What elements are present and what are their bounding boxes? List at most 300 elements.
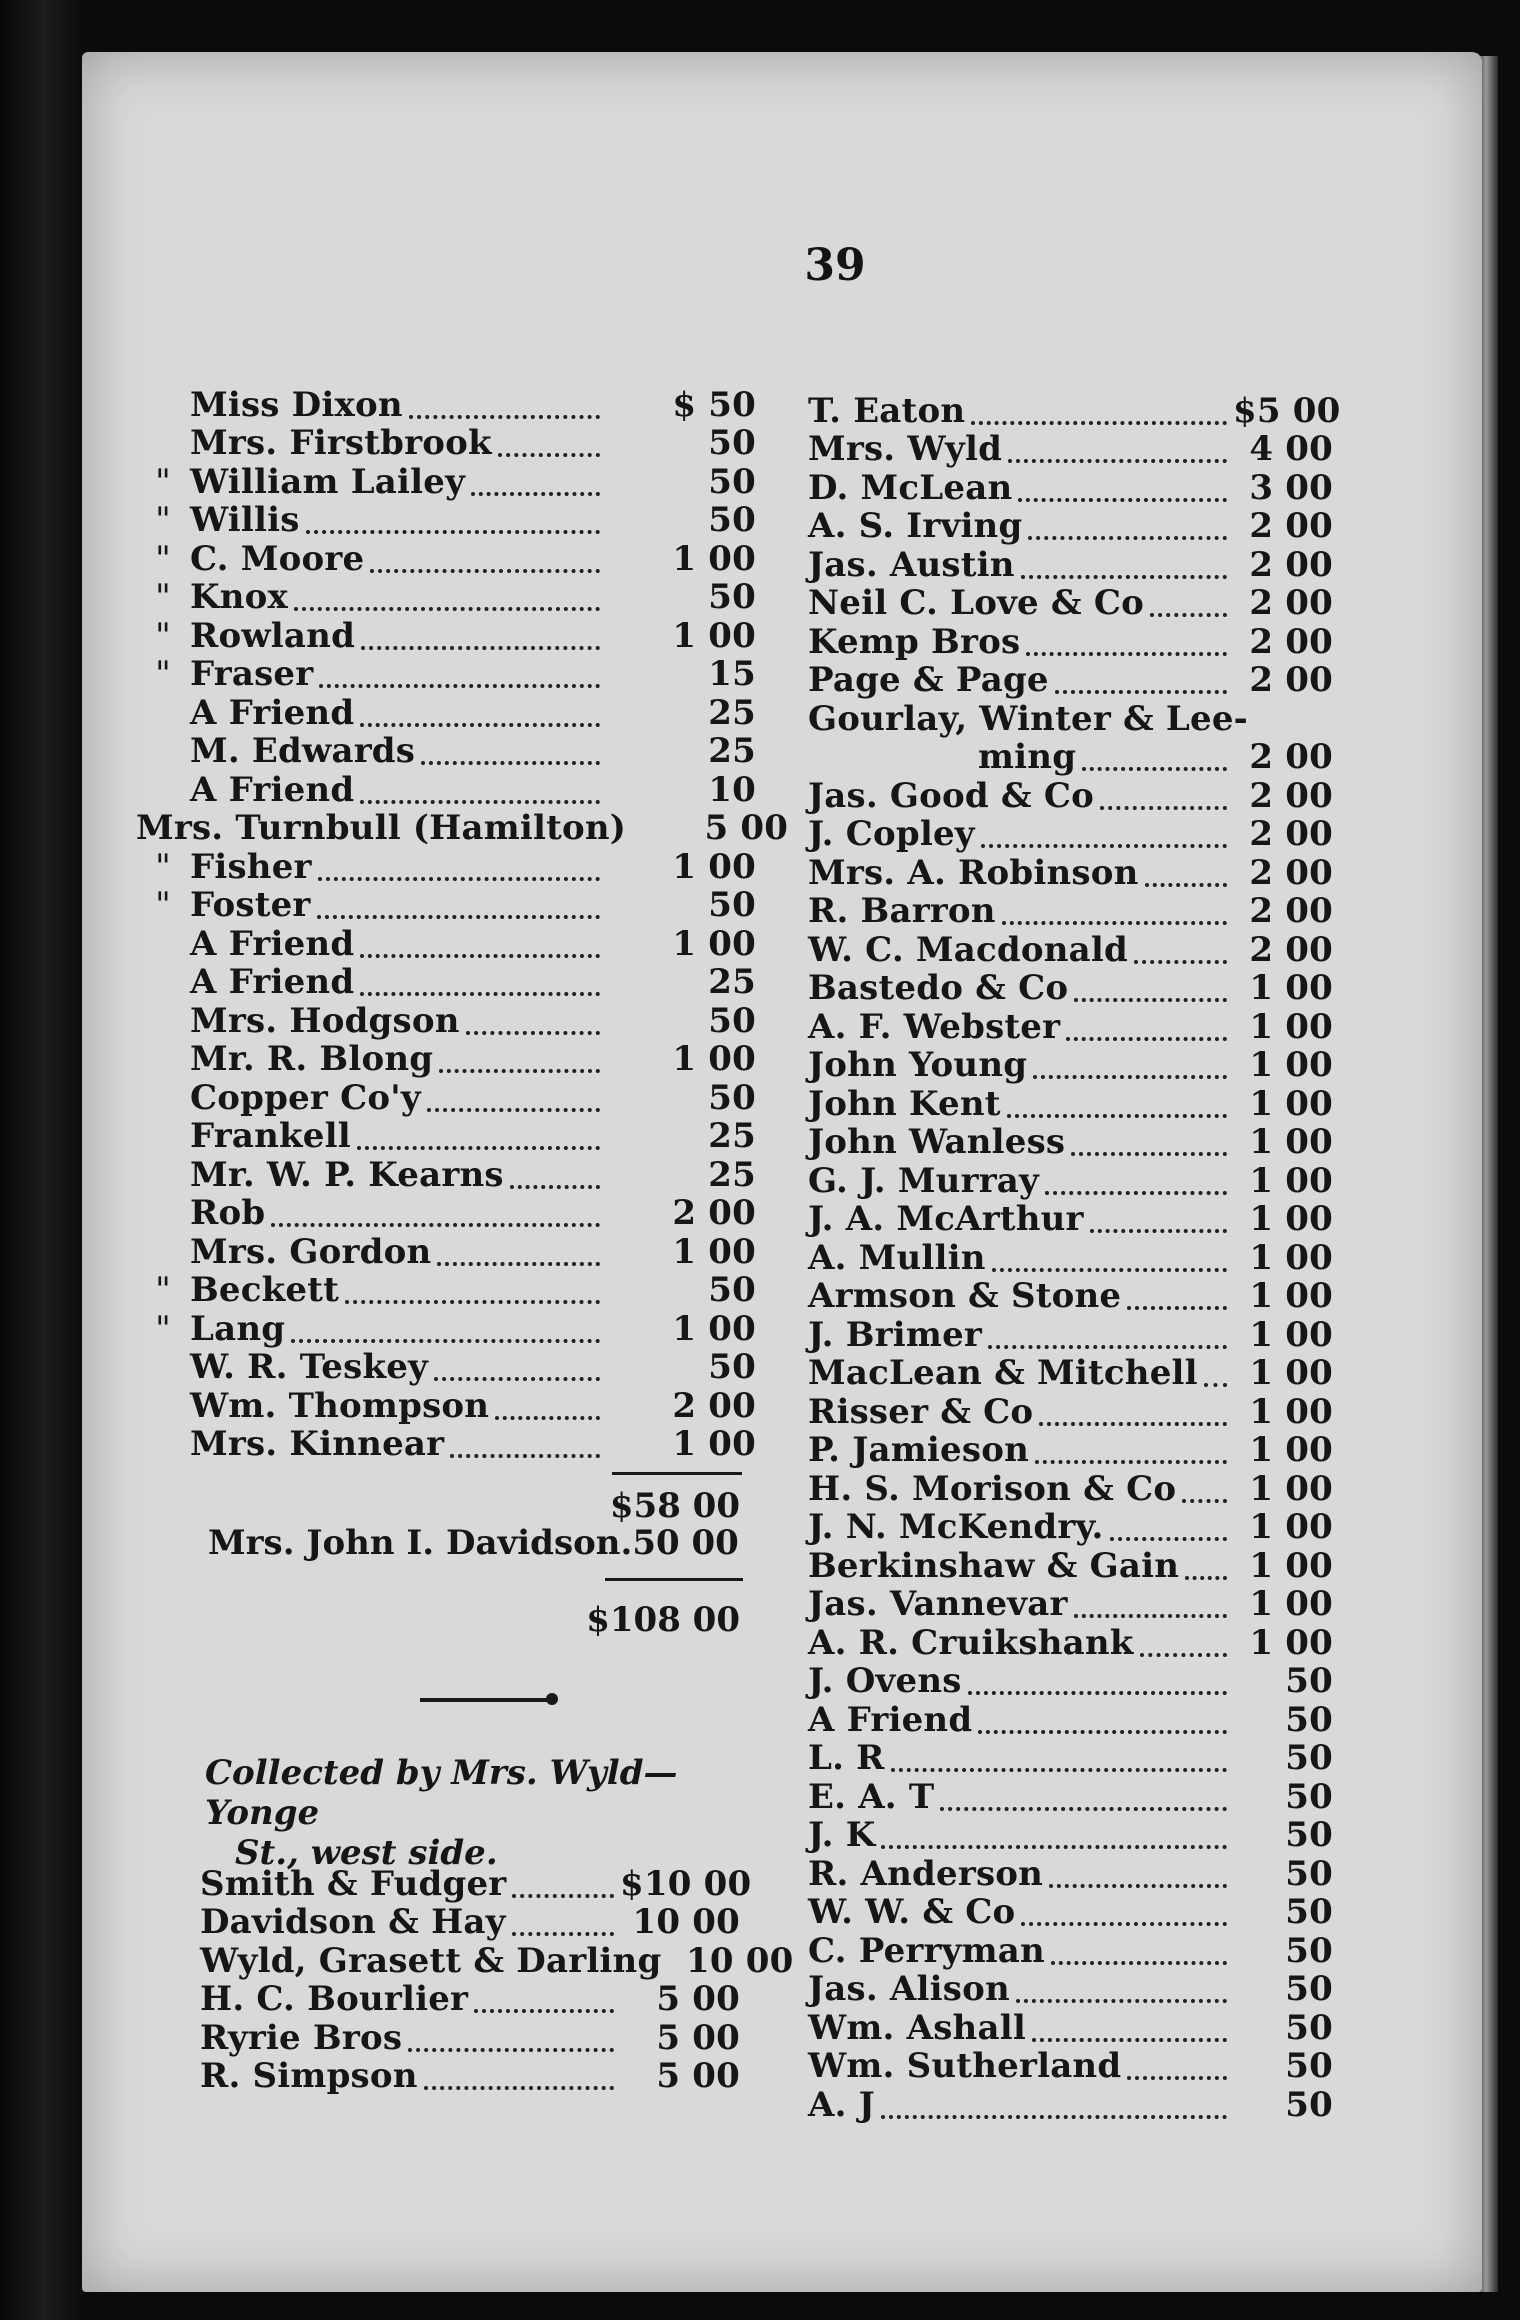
entry-name: Wm. Sutherland bbox=[808, 2046, 1122, 2086]
book-spine bbox=[0, 0, 80, 2320]
entry-name: A Friend bbox=[190, 923, 355, 964]
leader-dots bbox=[1145, 882, 1228, 887]
entry-name: H. S. Morison & Co bbox=[808, 1468, 1177, 1509]
section-divider bbox=[420, 1698, 550, 1702]
leader-dots bbox=[360, 799, 600, 804]
leader-dots bbox=[1140, 1652, 1227, 1657]
entry-amount: 50 bbox=[708, 461, 756, 502]
leader-dots bbox=[370, 568, 600, 573]
leader-dots bbox=[992, 1267, 1227, 1272]
leader-dots bbox=[1051, 1960, 1227, 1965]
list-item bbox=[808, 1162, 1333, 1201]
entry-name: J. Copley bbox=[808, 814, 975, 854]
entry-name: A. J bbox=[808, 2084, 875, 2125]
list-item bbox=[136, 1002, 756, 1041]
entry-name: Knox bbox=[190, 577, 289, 617]
list-item bbox=[200, 1981, 740, 2020]
section-heading bbox=[205, 1753, 745, 1873]
leader-dots bbox=[466, 1030, 600, 1035]
list-item bbox=[808, 1547, 1333, 1586]
entry-name: John Wanless bbox=[808, 1122, 1066, 1162]
leader-dots bbox=[1028, 535, 1227, 540]
leader-dots bbox=[1074, 997, 1227, 1002]
entry-amount: 1 00 bbox=[1249, 1237, 1333, 1278]
ditto-mark: " bbox=[155, 885, 171, 925]
entry-amount: 25 bbox=[708, 692, 756, 733]
leader-dots bbox=[1090, 1228, 1227, 1233]
list-item bbox=[136, 425, 756, 464]
entry-name: John Young bbox=[808, 1045, 1028, 1085]
entry-amount: 2 00 bbox=[1249, 775, 1333, 816]
entry-name: A. Mullin bbox=[808, 1237, 986, 1278]
entry-amount: 2 00 bbox=[1249, 660, 1333, 700]
leader-dots bbox=[1204, 1382, 1227, 1387]
list-item bbox=[136, 771, 756, 810]
list-item bbox=[136, 502, 756, 541]
leader-dots bbox=[1127, 2075, 1227, 2080]
entry-amount: 50 bbox=[1285, 1930, 1333, 1971]
entry-amount: 50 bbox=[708, 1270, 756, 1310]
list-item bbox=[808, 1778, 1333, 1817]
list-item bbox=[136, 1041, 756, 1080]
entry-amount: $ 50 bbox=[672, 384, 756, 425]
entry-name: Mrs. A. Robinson bbox=[808, 852, 1139, 893]
entry-amount: 50 bbox=[708, 1347, 756, 1387]
entry-amount: 25 bbox=[708, 731, 756, 771]
entry-name: J. Ovens bbox=[808, 1661, 962, 1701]
list-item bbox=[808, 1586, 1333, 1625]
entry-name: A Friend bbox=[190, 962, 355, 1002]
entry-amount: 1 00 bbox=[1249, 1045, 1333, 1085]
list-item bbox=[136, 617, 756, 656]
entry-name: Davidson & Hay bbox=[200, 1902, 506, 1942]
entry-name: C. Moore bbox=[190, 538, 365, 579]
leader-dots bbox=[988, 1344, 1227, 1349]
entry-amount: 50 bbox=[1285, 1699, 1333, 1740]
leader-dots bbox=[434, 1376, 600, 1381]
entry-amount: 50 bbox=[708, 1077, 756, 1118]
list-item bbox=[808, 700, 1333, 739]
entry-amount: 5 00 bbox=[656, 2056, 740, 2096]
entry-amount: 1 00 bbox=[1249, 1468, 1333, 1509]
grand-total-rule bbox=[605, 1578, 743, 1581]
list-item bbox=[808, 1624, 1333, 1663]
entry-name: Foster bbox=[190, 885, 311, 925]
entry-amount: 1 00 bbox=[1249, 1083, 1333, 1124]
entry-name: Bastedo & Co bbox=[808, 968, 1069, 1008]
entry-amount: 50 bbox=[1285, 2007, 1333, 2048]
entry-name: A. F. Webster bbox=[808, 1006, 1061, 1047]
entry-amount: 1 00 bbox=[1249, 1006, 1333, 1047]
list-item bbox=[808, 2086, 1333, 2125]
leader-dots bbox=[498, 452, 600, 457]
ditto-mark: " bbox=[155, 1308, 171, 1349]
entry-amount: 50 bbox=[1285, 1738, 1333, 1778]
entry-name: W. W. & Co bbox=[808, 1892, 1016, 1932]
list-item bbox=[808, 1894, 1333, 1933]
entry-name: Neil C. Love & Co bbox=[808, 583, 1144, 623]
entry-amount: 2 00 bbox=[1249, 891, 1333, 931]
entry-name: H. C. Bourlier bbox=[200, 1979, 469, 2019]
leader-dots bbox=[1074, 1613, 1227, 1618]
list-item bbox=[136, 1349, 756, 1388]
list-item bbox=[808, 662, 1333, 701]
leader-dots bbox=[291, 1338, 600, 1343]
entry-name: P. Jamieson bbox=[808, 1430, 1029, 1470]
entry-name: Rowland bbox=[190, 615, 356, 656]
entry-name: W. R. Teskey bbox=[190, 1347, 429, 1387]
entry-amount: 1 00 bbox=[1249, 1314, 1333, 1355]
entry-name: Ryrie Bros bbox=[200, 2017, 403, 2058]
ditto-mark: " bbox=[155, 1270, 171, 1310]
entry-name: Miss Dixon bbox=[190, 384, 403, 425]
list-item bbox=[808, 1701, 1333, 1740]
entry-name: Willis bbox=[190, 500, 300, 540]
section-heading-line1: Collected by Mrs. Wyld—Yonge bbox=[205, 1753, 678, 1833]
list-item bbox=[136, 1272, 756, 1311]
list-item bbox=[136, 1233, 756, 1272]
davidson-entry bbox=[208, 1523, 738, 1563]
ditto-mark: " bbox=[155, 846, 171, 887]
yonge-street-list bbox=[200, 1863, 794, 2096]
leader-dots bbox=[510, 1184, 600, 1189]
leader-dots bbox=[1032, 2037, 1227, 2042]
leader-dots bbox=[1021, 574, 1227, 579]
list-item bbox=[136, 1156, 756, 1195]
leader-dots bbox=[271, 1222, 600, 1227]
entry-amount: 50 bbox=[1285, 2084, 1333, 2125]
list-item bbox=[136, 463, 756, 502]
entry-amount: 1 00 bbox=[1249, 1199, 1333, 1239]
ditto-mark: " bbox=[155, 654, 171, 694]
entry-name: William Lailey bbox=[190, 461, 466, 502]
list-item bbox=[808, 1239, 1333, 1278]
list-item bbox=[200, 1904, 740, 1943]
leader-dots bbox=[409, 414, 600, 419]
leader-dots bbox=[357, 1145, 600, 1150]
entry-amount: 1 00 bbox=[672, 1308, 756, 1349]
leader-dots bbox=[1182, 1498, 1227, 1503]
entry-amount: 1 00 bbox=[1249, 1430, 1333, 1470]
list-item bbox=[808, 1971, 1333, 2010]
entry-amount: 2 00 bbox=[1249, 544, 1333, 585]
entry-name: Rob bbox=[190, 1193, 266, 1233]
leader-dots bbox=[439, 1068, 600, 1073]
entry-name: Wyld, Grasett & Darling bbox=[200, 1940, 662, 1981]
entry-name: Mrs. Turnbull (Hamilton) bbox=[136, 808, 627, 848]
entry-amount: 25 bbox=[708, 962, 756, 1002]
leader-dots bbox=[408, 2047, 614, 2052]
entry-name: Mrs. Wyld bbox=[808, 429, 1003, 469]
list-item bbox=[808, 1047, 1333, 1086]
entry-amount: 1 00 bbox=[1249, 1160, 1333, 1201]
entry-amount: 1 00 bbox=[672, 1039, 756, 1079]
list-item bbox=[808, 931, 1333, 970]
entry-name: R. Simpson bbox=[200, 2056, 418, 2096]
entry-amount: 1 00 bbox=[672, 615, 756, 656]
list-item bbox=[136, 1310, 756, 1349]
list-item bbox=[808, 739, 1333, 778]
entry-name: Jas. Good & Co bbox=[808, 775, 1095, 816]
entry-name: Jas. Austin bbox=[808, 544, 1015, 585]
entry-amount: 50 bbox=[1285, 1853, 1333, 1894]
leader-dots bbox=[471, 491, 600, 496]
list-item bbox=[808, 546, 1333, 585]
entry-name: Copper Co'y bbox=[190, 1077, 421, 1118]
entry-amount: 50 bbox=[708, 885, 756, 925]
entry-amount: 3 00 bbox=[1249, 467, 1333, 508]
list-item bbox=[808, 1393, 1333, 1432]
entry-amount: 2 00 bbox=[1249, 852, 1333, 893]
entry-name: Jas. Alison bbox=[808, 1969, 1010, 2009]
entry-amount: 2 00 bbox=[1249, 583, 1333, 623]
list-item bbox=[808, 1278, 1333, 1317]
leader-dots bbox=[1150, 612, 1227, 617]
leader-dots bbox=[437, 1261, 600, 1266]
list-item bbox=[136, 1079, 756, 1118]
entry-name: A Friend bbox=[190, 692, 355, 733]
leader-dots bbox=[474, 2008, 614, 2013]
list-item bbox=[136, 579, 756, 618]
list-item bbox=[808, 893, 1333, 932]
list-item bbox=[808, 1855, 1333, 1894]
list-item bbox=[808, 390, 1341, 431]
entry-name: Mrs. Firstbrook bbox=[190, 423, 492, 463]
ditto-mark: " bbox=[155, 461, 171, 502]
entry-name: Mrs. Gordon bbox=[190, 1231, 432, 1272]
entry-name: ming bbox=[978, 737, 1077, 777]
ditto-mark: " bbox=[155, 615, 171, 656]
list-item bbox=[808, 623, 1333, 662]
leader-dots bbox=[881, 1844, 1227, 1849]
entry-amount: 1 00 bbox=[1249, 1545, 1333, 1586]
leader-dots bbox=[1185, 1575, 1227, 1580]
leader-dots bbox=[1026, 651, 1227, 656]
subtotal-rule bbox=[612, 1472, 742, 1475]
entry-amount: 1 00 bbox=[1249, 1391, 1333, 1432]
entry-name: Mrs. Hodgson bbox=[190, 1000, 460, 1041]
leader-dots bbox=[1071, 1151, 1227, 1156]
entry-amount: 5 00 bbox=[704, 808, 789, 848]
list-item bbox=[136, 694, 756, 733]
leader-dots bbox=[360, 953, 600, 958]
entry-name: J. A. McArthur bbox=[808, 1199, 1084, 1239]
page-number: 39 bbox=[804, 240, 866, 291]
leader-dots bbox=[1045, 1190, 1227, 1195]
leader-dots bbox=[1100, 805, 1227, 810]
left-subscription-list bbox=[136, 384, 789, 1464]
list-item bbox=[808, 1817, 1333, 1856]
entry-amount: 2 00 bbox=[1249, 621, 1333, 662]
list-item bbox=[136, 1426, 756, 1465]
leader-dots bbox=[1055, 689, 1227, 694]
list-item bbox=[808, 508, 1333, 547]
leader-dots bbox=[318, 876, 600, 881]
entry-amount: 10 00 bbox=[632, 1902, 740, 1942]
list-item bbox=[136, 1118, 756, 1157]
entry-name: E. A. T bbox=[808, 1776, 935, 1817]
leader-dots bbox=[1021, 1921, 1227, 1926]
leader-dots bbox=[495, 1415, 600, 1420]
list-item bbox=[136, 848, 756, 887]
leader-dots bbox=[361, 645, 600, 650]
entry-amount: 50 bbox=[1285, 2046, 1333, 2086]
leader-dots bbox=[1082, 766, 1227, 771]
section-heading-line2: St., west side. bbox=[235, 1833, 498, 1873]
entry-name: Berkinshaw & Gain bbox=[808, 1545, 1180, 1586]
entry-name: J. Brimer bbox=[808, 1314, 983, 1355]
list-item bbox=[808, 1663, 1333, 1702]
entry-name: M. Edwards bbox=[190, 731, 416, 771]
list-item bbox=[808, 1316, 1333, 1355]
leader-dots bbox=[424, 2085, 614, 2090]
list-item bbox=[136, 386, 756, 425]
entry-amount: 4 00 bbox=[1249, 429, 1333, 469]
leader-dots bbox=[1002, 920, 1227, 925]
entry-amount: 1 00 bbox=[1249, 968, 1333, 1008]
entry-name: A. R. Cruikshank bbox=[808, 1622, 1134, 1663]
leader-dots bbox=[1127, 1305, 1227, 1310]
leader-dots bbox=[881, 2114, 1227, 2119]
leader-dots bbox=[512, 1893, 614, 1898]
leader-dots bbox=[360, 991, 600, 996]
entry-name: R. Anderson bbox=[808, 1853, 1044, 1894]
entry-name: J. N. McKendry. bbox=[808, 1507, 1104, 1547]
leader-dots bbox=[1039, 1421, 1227, 1426]
leader-dots bbox=[978, 1729, 1227, 1734]
leader-dots bbox=[450, 1453, 600, 1458]
ditto-mark: " bbox=[155, 500, 171, 540]
list-item bbox=[808, 970, 1333, 1009]
leader-dots bbox=[306, 529, 600, 534]
list-item bbox=[200, 2019, 740, 2058]
entry-name: A. S. Irving bbox=[808, 506, 1023, 546]
entry-name: Page & Page bbox=[808, 660, 1049, 700]
entry-name: Gourlay, Winter & Lee- bbox=[808, 698, 1248, 739]
entry-amount: 10 00 bbox=[685, 1940, 794, 1981]
list-item bbox=[808, 1740, 1333, 1779]
entry-name: J. K bbox=[808, 1815, 876, 1855]
entry-name: R. Barron bbox=[808, 891, 996, 931]
entry-amount: 10 bbox=[708, 769, 756, 810]
entry-amount: 1 00 bbox=[672, 538, 756, 579]
entry-name: Kemp Bros bbox=[808, 621, 1021, 662]
list-item bbox=[808, 2048, 1333, 2087]
leader-dots bbox=[1018, 497, 1227, 502]
list-item bbox=[136, 808, 789, 849]
list-item bbox=[808, 1470, 1333, 1509]
entry-amount: 1 00 bbox=[1249, 1584, 1333, 1624]
entry-amount: 5 00 bbox=[656, 2017, 740, 2058]
list-item bbox=[200, 1863, 752, 1904]
entry-amount: $5 00 bbox=[1233, 390, 1341, 431]
list-item bbox=[808, 1085, 1333, 1124]
entry-amount: 1 00 bbox=[1249, 1276, 1333, 1316]
list-item bbox=[136, 1195, 756, 1234]
entry-amount: 1 00 bbox=[1249, 1507, 1333, 1547]
leader-dots bbox=[968, 1690, 1227, 1695]
entry-amount: 2 00 bbox=[1249, 814, 1333, 854]
entry-name: C. Perryman bbox=[808, 1930, 1045, 1971]
leader-dots bbox=[1035, 1459, 1227, 1464]
entry-amount: 2 00 bbox=[672, 1385, 756, 1426]
entry-amount: 25 bbox=[708, 1116, 756, 1156]
leader-dots bbox=[1033, 1074, 1227, 1079]
list-item bbox=[808, 777, 1333, 816]
leader-dots bbox=[971, 420, 1227, 425]
entry-name: G. J. Murray bbox=[808, 1160, 1039, 1201]
entry-amount: 50 bbox=[1285, 1776, 1333, 1817]
entry-name: Wm. Thompson bbox=[190, 1385, 490, 1426]
list-item bbox=[136, 925, 756, 964]
list-item bbox=[808, 854, 1333, 893]
section-divider-dot bbox=[546, 1693, 558, 1705]
leader-dots bbox=[940, 1806, 1227, 1811]
grand-total: $108 00 bbox=[586, 1600, 740, 1640]
entry-amount: 1 00 bbox=[672, 846, 756, 887]
list-item bbox=[136, 964, 756, 1003]
entry-name: Fisher bbox=[190, 846, 312, 887]
list-item bbox=[808, 1008, 1333, 1047]
leader-dots bbox=[1007, 1113, 1227, 1118]
leader-dots bbox=[345, 1299, 600, 1304]
entry-amount: 1 00 bbox=[672, 1424, 756, 1464]
entry-amount: 1 00 bbox=[1249, 1122, 1333, 1162]
entry-amount: 15 bbox=[708, 654, 756, 694]
entry-name: Wm. Ashall bbox=[808, 2007, 1026, 2048]
leader-dots bbox=[1008, 458, 1227, 463]
entry-amount: 5 00 bbox=[656, 1979, 740, 2019]
ditto-mark: " bbox=[155, 538, 171, 579]
entry-name: John Kent bbox=[808, 1083, 1001, 1124]
entry-name: Fraser bbox=[190, 654, 314, 694]
entry-name: Beckett bbox=[190, 1270, 340, 1310]
entry-name: W. C. Macdonald bbox=[808, 929, 1128, 970]
entry-name: Mr. R. Blong bbox=[190, 1039, 434, 1079]
entry-name: L. R bbox=[808, 1738, 885, 1778]
entry-name: A Friend bbox=[190, 769, 355, 810]
leader-dots bbox=[1110, 1536, 1227, 1541]
entry-name: Frankell bbox=[190, 1116, 351, 1156]
entry-name: Risser & Co bbox=[808, 1391, 1034, 1432]
leader-dots bbox=[317, 914, 600, 919]
leader-dots bbox=[1016, 1998, 1227, 2003]
entry-amount: 25 bbox=[708, 1154, 756, 1195]
entry-name: T. Eaton bbox=[808, 390, 966, 431]
entry-amount: 2 00 bbox=[1249, 737, 1333, 777]
list-item bbox=[136, 540, 756, 579]
list-item bbox=[136, 733, 756, 772]
leader-dots bbox=[360, 722, 600, 727]
davidson-name: Mrs. John I. Davidson. bbox=[208, 1523, 633, 1563]
entry-amount: 50 bbox=[708, 1000, 756, 1041]
leader-dots bbox=[319, 683, 600, 688]
list-item bbox=[808, 431, 1333, 470]
entry-amount: 50 bbox=[1285, 1815, 1333, 1855]
entry-amount: 2 00 bbox=[1249, 929, 1333, 970]
leader-dots bbox=[294, 606, 600, 611]
entry-amount: 1 00 bbox=[672, 1231, 756, 1272]
entry-name: D. McLean bbox=[808, 467, 1013, 508]
davidson-amount: 50 00 bbox=[632, 1523, 739, 1563]
subtotal: $58 00 bbox=[609, 1486, 740, 1526]
leader-dots bbox=[981, 843, 1227, 848]
entry-name: Mr. W. P. Kearns bbox=[190, 1154, 504, 1195]
list-item bbox=[200, 2058, 740, 2097]
entry-name: MacLean & Mitchell bbox=[808, 1353, 1198, 1393]
list-item bbox=[200, 1940, 794, 1981]
leader-dots bbox=[1134, 959, 1227, 964]
